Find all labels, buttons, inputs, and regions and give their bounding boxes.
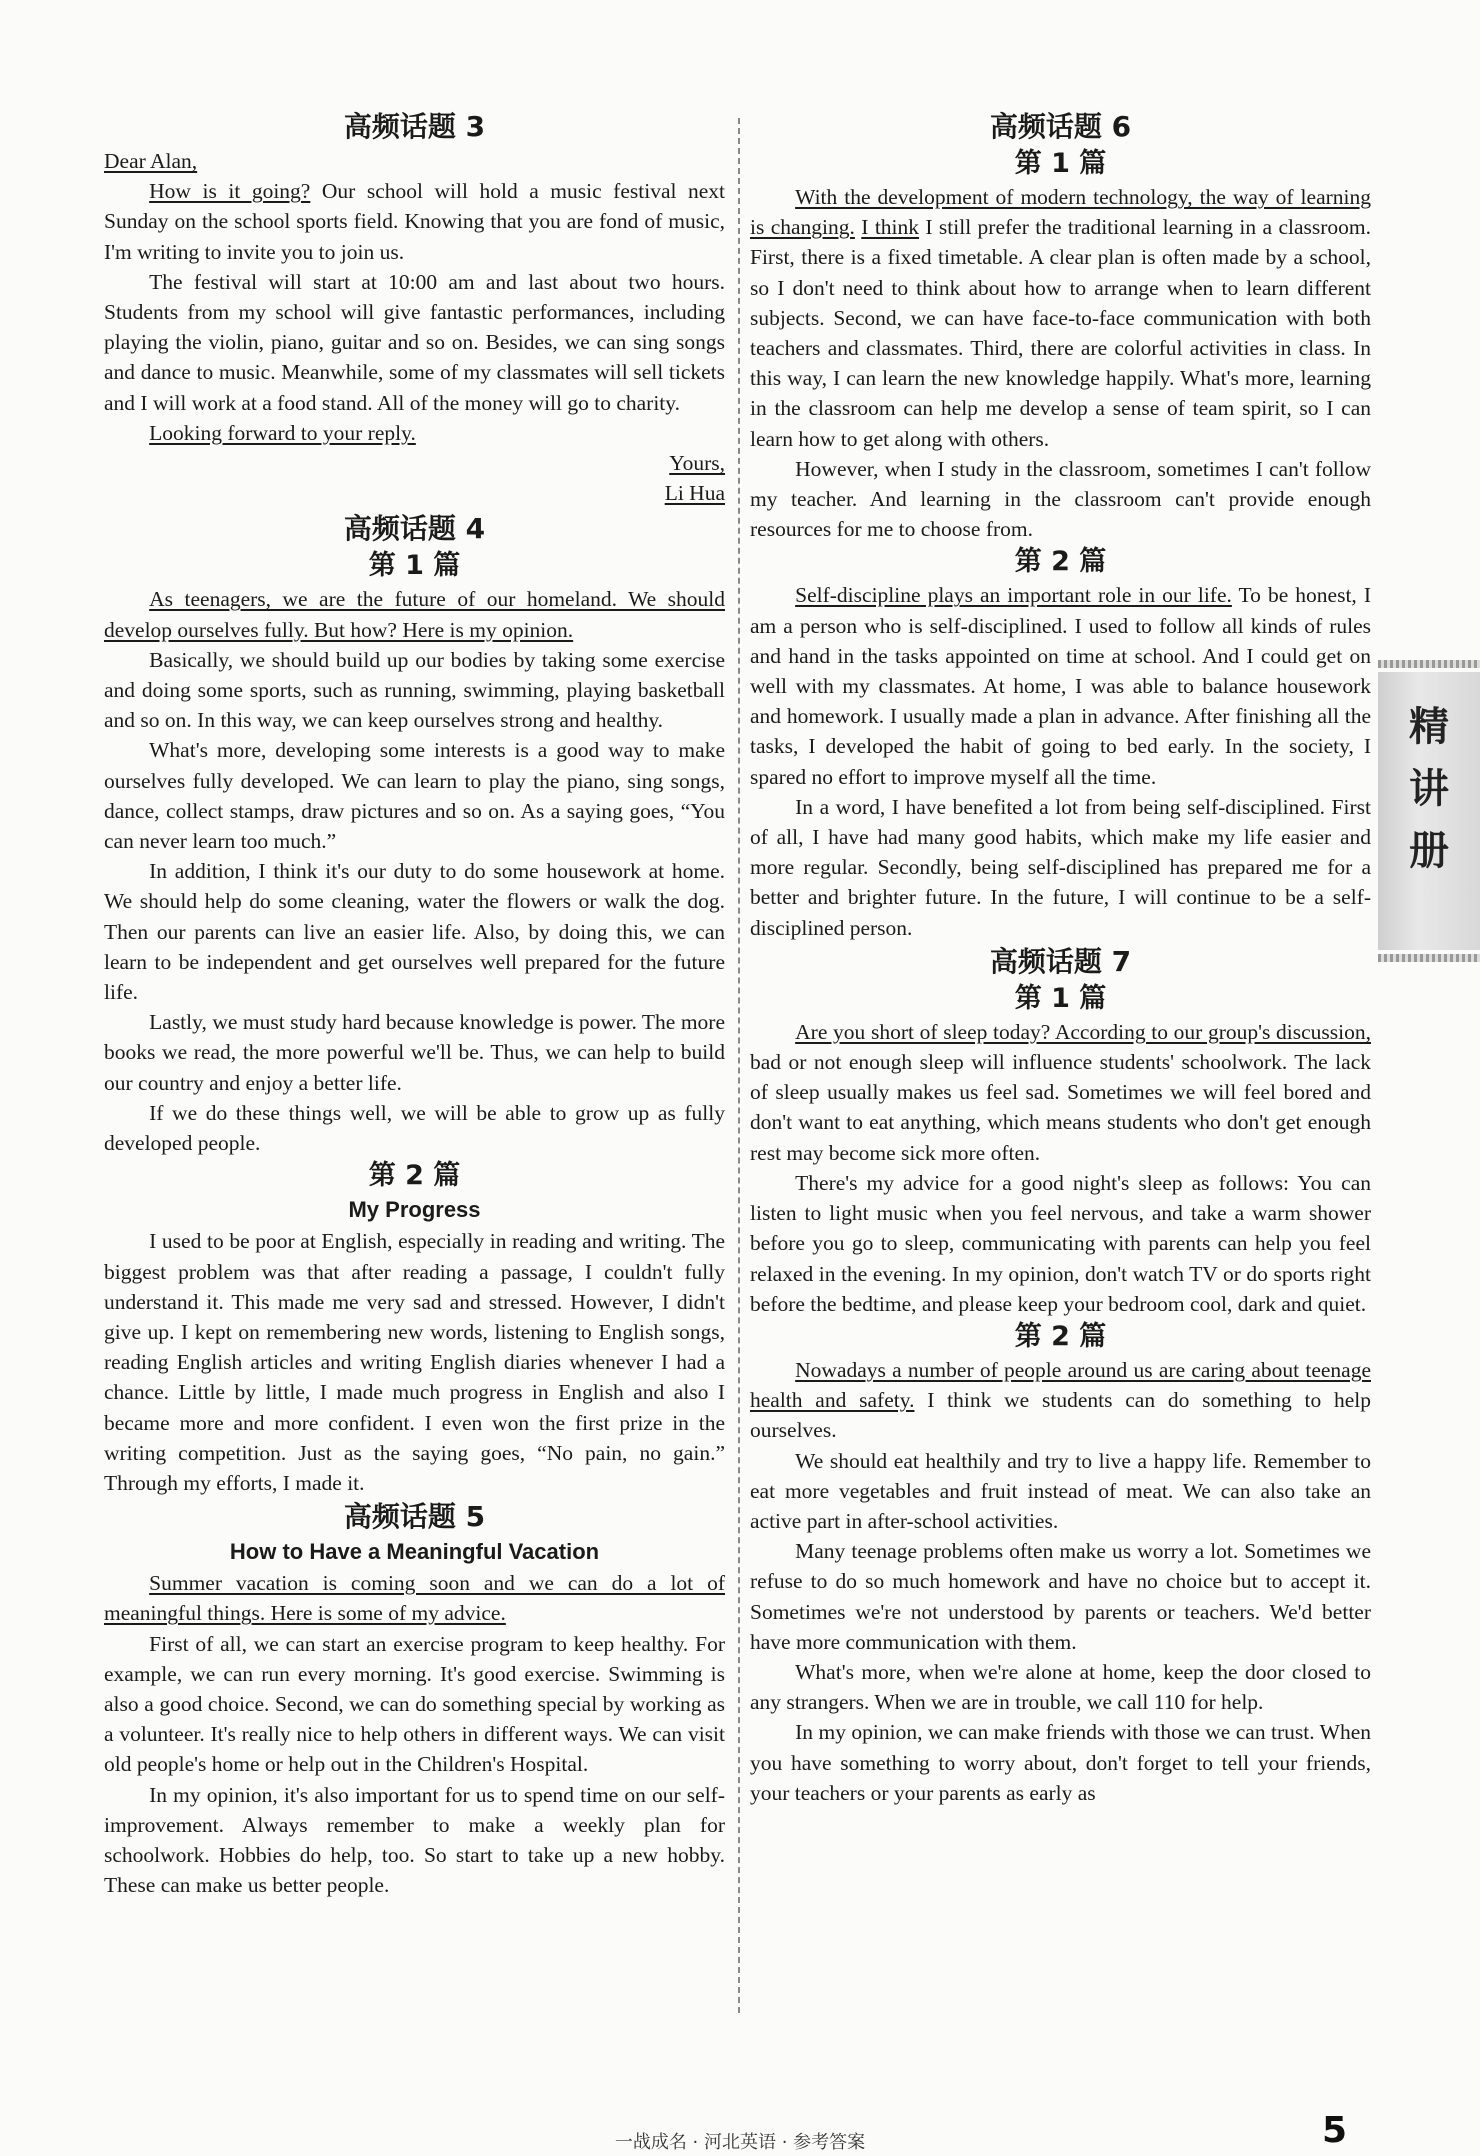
page-footer: 一战成名 · 河北英语 · 参考答案 [614, 2132, 866, 2153]
article-1-title: 第 1 篇 [368, 550, 461, 582]
article-1-title: 第 1 篇 [1014, 982, 1107, 1014]
paragraph: First of all, we can start an exercise program to keep healthy. For example, we can run every morning. It's good exercise. Swimming is also a good choice. Second, we can do something special by working as a volunteer. It's really nice to help others in different ways. We can visit old people's home or help out in the Children's Hospital. [104, 1631, 725, 1777]
paragraph: Many teenage problems often make us worry a lot. Sometimes we refuse to do so much homework and have no choice but to accept it. Sometimes we're not understood by parents or teachers. We'd better have more communication with them. [750, 1539, 1371, 1654]
paragraph: As teenagers, we are the future of our homeland. We should develop ourselves fully. But how? Here is my opinion. [104, 587, 725, 642]
article-1-title: 第 1 篇 [1014, 148, 1107, 179]
paragraph: There's my advice for a good night's sleep as follows: You can listen to light music when you feel nervous, and take a warm shower before you go to sleep, communicating with parents can help you feel relaxed in the evening. In my opinion, don't watch TV or do sports right before the bedtime, and please keep your bedroom cool, dark and quiet. [750, 1170, 1371, 1316]
page-number: 5 [1322, 2110, 1348, 2151]
paragraph: The festival will start at 10:00 am and last about two hours. Students from my school will give fantastic performances, including playing the violin, piano, guitar and so on. Besides, we can sing songs and dance to music. Meanwhile, some of my classmates will sell tickets and I will work at a food stand. All of the money will go to charity. [104, 269, 725, 415]
topic-5-title: 高频话题 5 [343, 1500, 486, 1534]
topic-7-title: 高频话题 7 [989, 944, 1132, 978]
article-2-title: 第 2 篇 [368, 1160, 461, 1192]
paragraph: In addition, I think it's our duty to do some housework at home. We should help do some cleaning, water the flowers or walk the dog. Then our parents can live an easier life. Also, by doing this, we can learn to be independent and get ourselves well prepared for the future life. [104, 859, 725, 1005]
topic-3-title: 高频话题 3 [343, 110, 486, 143]
paragraph: If we do these things well, we will be able to grow up as fully developed people. [104, 1100, 725, 1156]
article-2-title: 第 2 篇 [1014, 546, 1107, 578]
paragraph: How is it going? Our school will hold a music festival next Sunday on the school sports field. Knowing that you are fond of music, I'm writing to invite you to join us. [104, 179, 726, 264]
column-divider [738, 118, 740, 2013]
paragraph: However, when I study in the classroom, sometimes I can't follow my teacher. And learning in the classroom can't provide enough resources for me to choose from. [750, 456, 1371, 542]
paragraph: Basically, we should build up our bodies by taking some exercise and doing some sports, such as running, swimming, playing basketball and so on. In this way, we can keep ourselves strong and healthy. [104, 647, 725, 733]
article-2-title: 第 2 篇 [1014, 1320, 1107, 1352]
paragraph: Lastly, we must study hard because knowledge is power. The more books we read, the more powerful we'll be. Thus, we can help to build our country and enjoy a better life. [104, 1010, 725, 1095]
essay-subtitle: My Progress [348, 1197, 481, 1223]
topic-4-title: 高频话题 4 [343, 512, 486, 546]
paragraph: Self-discipline plays an important role in our life. To be honest, I am a person who is self-disciplined. I used to follow all kinds of rules and hand in the tasks appointed on time at school. And I could get on well with my classmates. At home, I was able to balance housework and homework. I usually made a plan in advance. After finishing all the tasks, I developed the habit of going to bed early. In the society, I spared no effort to improve myself all the time. [750, 583, 1371, 789]
paragraph: In my opinion, it's also important for us to spend time on our self-improvement. Always remember to make a weekly plan for schoolwork. Hobbies do help, too. So start to take up a new hobby. These can make us better people. [104, 1782, 725, 1898]
paragraph: In a word, I have benefited a lot from being self-disciplined. First of all, I have had many good habits, which make my life easier and more regular. Secondly, being self-disciplined has prepared me for a better and brighter future. In the future, I will continue to be a self-disciplined person. [750, 794, 1371, 940]
letter-closing: Yours, [669, 451, 725, 476]
paragraph: Are you short of sleep today? According to our group's discussion, bad or not enough sleep will influence students' schoolwork. The lack of sleep usually makes us feel sad. Sometimes we will feel bored and don't want to eat anything, which means students who don't get enough rest may become sick more often. [750, 1019, 1371, 1165]
side-tab-label: 精讲册 [1409, 704, 1449, 874]
paragraph: I used to be poor at English, especially in reading and writing. The biggest problem was that after reading a passage, I couldn't fully understand it. This made me very sad and stressed. However, I didn't give up. I kept on remembering new words, listening to English songs, reading English articles and writing English diaries whenever I had a chance. Little by little, I made much progress in English and also I became more and more confident. I even won the first prize in the writing competition. Just as the saying goes, “No pain, no gain.” Through my efforts, I made it. [104, 1229, 725, 1495]
right-column [750, 108, 1371, 1808]
paragraph: Summer vacation is coming soon and we can do a lot of meaningful things. Here is some of my advice. [104, 1571, 725, 1626]
paragraph: In my opinion, we can make friends with those we can trust. When you have something to worry about, don't forget to tell your friends, your teachers or your parents as early as [750, 1720, 1371, 1805]
topic-6-title: 高频话题 6 [989, 110, 1132, 143]
paragraph: We should eat healthily and try to live a happy life. Remember to eat more vegetables and fruit instead of meat. We can also take an active part in after-school activities. [750, 1448, 1371, 1533]
paragraph: Nowadays a number of people around us are caring about teenage health and safety. I think we students can do something to help ourselves. [750, 1357, 1371, 1443]
paragraph: Looking forward to your reply. [149, 420, 416, 445]
side-tab [1378, 672, 1480, 950]
left-column [104, 108, 725, 1900]
letter-signature: Li Hua [664, 481, 725, 506]
paragraph: What's more, when we're alone at home, keep the door closed to any strangers. When we are in trouble, we call 110 for help. [750, 1659, 1371, 1715]
paragraph: What's more, developing some interests is a good way to make ourselves fully developed. We can learn to play the piano, sing songs, dance, collect stamps, draw pictures and so on. As a saying goes, “You can never learn too much.” [104, 738, 725, 854]
paragraph: With the development of modern technology, the way of learning is changing. I think I still prefer the traditional learning in a classroom. First, there is a fixed timetable. A clear plan is often made by a school, so I don't need to think about how to arrange when to learn different subjects. Second, we can have face-to-face communication with both teachers and classmates. Third, there are colorful activities in class. In this way, I can learn the new knowledge happily. What's more, learning in the classroom can help me develop a sense of team spirit, so I can learn how to get along with others. [750, 185, 1372, 451]
letter-greeting: Dear Alan, [104, 149, 198, 173]
essay-subtitle: How to Have a Meaningful Vacation [229, 1539, 600, 1565]
